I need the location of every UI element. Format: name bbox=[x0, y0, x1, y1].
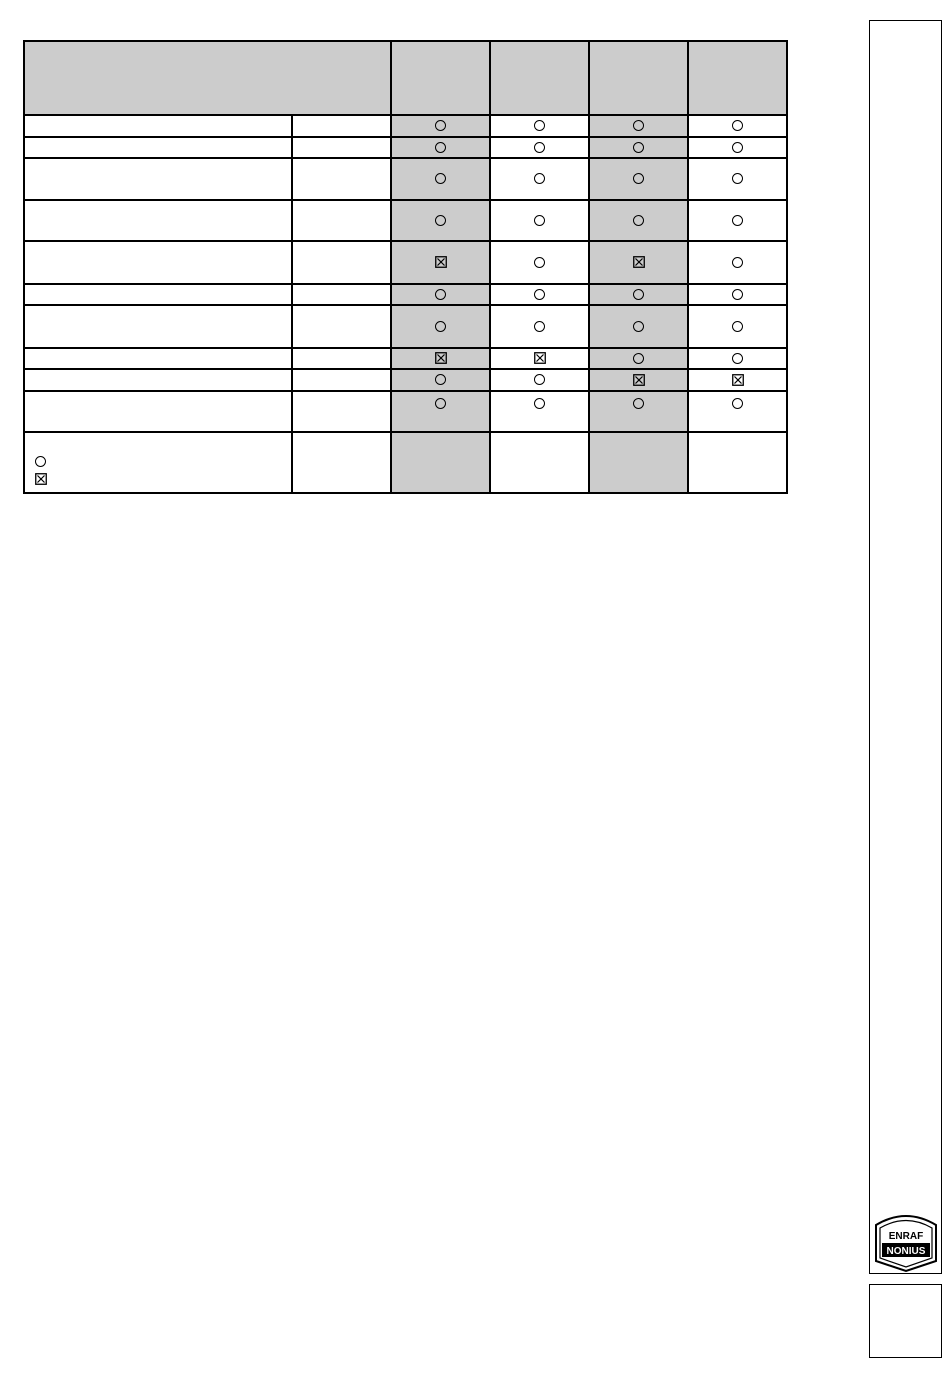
enraf-nonius-logo bbox=[872, 1211, 940, 1278]
header-label-cell bbox=[24, 41, 391, 115]
circle-icon bbox=[435, 374, 446, 385]
header-column-1 bbox=[391, 41, 490, 115]
circle-icon bbox=[732, 173, 743, 184]
legend-sublabel-cell bbox=[292, 432, 391, 493]
row-sublabel-cell bbox=[292, 137, 391, 158]
circle-icon bbox=[732, 215, 743, 226]
crossed-box-icon bbox=[633, 256, 645, 268]
circle-icon bbox=[633, 353, 644, 364]
circle-icon bbox=[732, 120, 743, 131]
header-column-3 bbox=[589, 41, 688, 115]
compatibility-table bbox=[23, 40, 788, 494]
circle-icon bbox=[633, 321, 644, 332]
circle-icon bbox=[534, 215, 545, 226]
circle-icon bbox=[534, 321, 545, 332]
table-row bbox=[24, 137, 787, 158]
legend-row bbox=[24, 432, 787, 493]
header-column-2 bbox=[490, 41, 589, 115]
matrix-cell bbox=[688, 369, 787, 391]
circle-icon bbox=[534, 120, 545, 131]
matrix-cell bbox=[490, 115, 589, 137]
row-label-cell bbox=[24, 391, 292, 432]
logo-text-bottom: NONIUS bbox=[886, 1246, 926, 1257]
circle-icon bbox=[435, 321, 446, 332]
row-label-cell bbox=[24, 305, 292, 348]
circle-icon bbox=[534, 289, 545, 300]
header-column-4 bbox=[688, 41, 787, 115]
matrix-cell bbox=[589, 284, 688, 305]
matrix-cell bbox=[688, 241, 787, 284]
row-sublabel-cell bbox=[292, 284, 391, 305]
circle-icon bbox=[435, 120, 446, 131]
legend-column-cell bbox=[688, 432, 787, 493]
circle-icon bbox=[732, 321, 743, 332]
row-sublabel-cell bbox=[292, 158, 391, 200]
row-label-cell bbox=[24, 241, 292, 284]
crossed-box-icon bbox=[633, 374, 645, 386]
row-label-cell bbox=[24, 115, 292, 137]
table-row bbox=[24, 158, 787, 200]
logo-badge-icon bbox=[872, 1211, 940, 1273]
circle-icon bbox=[534, 374, 545, 385]
crossed-box-icon bbox=[435, 256, 447, 268]
matrix-cell bbox=[490, 284, 589, 305]
crossed-box-icon bbox=[534, 352, 546, 364]
circle-icon bbox=[732, 289, 743, 300]
circle-icon bbox=[534, 142, 545, 153]
table-row bbox=[24, 115, 787, 137]
table-row bbox=[24, 348, 787, 369]
row-sublabel-cell bbox=[292, 369, 391, 391]
matrix-cell bbox=[688, 115, 787, 137]
circle-icon bbox=[35, 456, 46, 467]
matrix-cell bbox=[688, 284, 787, 305]
circle-icon bbox=[732, 257, 743, 268]
matrix-cell bbox=[391, 391, 490, 432]
row-sublabel-cell bbox=[292, 348, 391, 369]
matrix-cell bbox=[688, 200, 787, 241]
matrix-cell bbox=[490, 348, 589, 369]
matrix-cell bbox=[490, 391, 589, 432]
matrix-cell bbox=[589, 241, 688, 284]
matrix-cell bbox=[688, 348, 787, 369]
crossed-box-icon bbox=[732, 374, 744, 386]
row-sublabel-cell bbox=[292, 241, 391, 284]
matrix-cell bbox=[589, 158, 688, 200]
circle-icon bbox=[534, 257, 545, 268]
circle-icon bbox=[732, 398, 743, 409]
table-row bbox=[24, 200, 787, 241]
legend-item-circle bbox=[35, 452, 291, 470]
matrix-cell bbox=[688, 305, 787, 348]
table-row bbox=[24, 241, 787, 284]
matrix-cell bbox=[391, 369, 490, 391]
matrix-cell bbox=[688, 158, 787, 200]
circle-icon bbox=[435, 215, 446, 226]
matrix-cell bbox=[589, 391, 688, 432]
matrix-cell bbox=[490, 369, 589, 391]
matrix-cell bbox=[490, 200, 589, 241]
circle-icon bbox=[435, 173, 446, 184]
circle-icon bbox=[732, 353, 743, 364]
circle-icon bbox=[534, 173, 545, 184]
row-label-cell bbox=[24, 200, 292, 241]
matrix-cell bbox=[391, 137, 490, 158]
matrix-cell bbox=[391, 284, 490, 305]
legend-item-crossed-box bbox=[35, 470, 291, 488]
row-sublabel-cell bbox=[292, 391, 391, 432]
page-number-box bbox=[869, 1284, 942, 1358]
logo-text-top: ENRAF bbox=[888, 1231, 924, 1242]
matrix-cell bbox=[391, 305, 490, 348]
matrix-cell bbox=[688, 137, 787, 158]
row-label-cell bbox=[24, 369, 292, 391]
matrix-cell bbox=[391, 158, 490, 200]
circle-icon bbox=[534, 398, 545, 409]
row-label-cell bbox=[24, 348, 292, 369]
matrix-cell bbox=[490, 137, 589, 158]
circle-icon bbox=[633, 173, 644, 184]
circle-icon bbox=[633, 215, 644, 226]
matrix-cell bbox=[589, 369, 688, 391]
matrix-cell bbox=[391, 115, 490, 137]
sidebar-tab bbox=[869, 20, 942, 1274]
circle-icon bbox=[633, 289, 644, 300]
row-label-cell bbox=[24, 158, 292, 200]
circle-icon bbox=[732, 142, 743, 153]
row-label-cell bbox=[24, 284, 292, 305]
matrix-cell bbox=[391, 200, 490, 241]
circle-icon bbox=[633, 142, 644, 153]
matrix-cell bbox=[589, 348, 688, 369]
matrix-cell bbox=[490, 241, 589, 284]
circle-icon bbox=[435, 398, 446, 409]
legend-column-cell bbox=[589, 432, 688, 493]
table-row bbox=[24, 305, 787, 348]
matrix-cell bbox=[589, 115, 688, 137]
row-sublabel-cell bbox=[292, 115, 391, 137]
legend-cell bbox=[24, 432, 292, 493]
table-row bbox=[24, 369, 787, 391]
matrix-cell bbox=[589, 200, 688, 241]
circle-icon bbox=[435, 289, 446, 300]
circle-icon bbox=[633, 120, 644, 131]
matrix-cell bbox=[391, 241, 490, 284]
matrix-cell bbox=[589, 305, 688, 348]
crossed-box-icon bbox=[35, 473, 47, 485]
circle-icon bbox=[633, 398, 644, 409]
table-row bbox=[24, 391, 787, 432]
circle-icon bbox=[435, 142, 446, 153]
legend-column-cell bbox=[391, 432, 490, 493]
table-row bbox=[24, 284, 787, 305]
legend-column-cell bbox=[490, 432, 589, 493]
matrix-cell bbox=[688, 391, 787, 432]
matrix-cell bbox=[391, 348, 490, 369]
crossed-box-icon bbox=[435, 352, 447, 364]
row-label-cell bbox=[24, 137, 292, 158]
matrix-cell bbox=[490, 305, 589, 348]
matrix-cell bbox=[490, 158, 589, 200]
row-sublabel-cell bbox=[292, 200, 391, 241]
matrix-cell bbox=[589, 137, 688, 158]
table-header-row bbox=[24, 41, 787, 115]
row-sublabel-cell bbox=[292, 305, 391, 348]
